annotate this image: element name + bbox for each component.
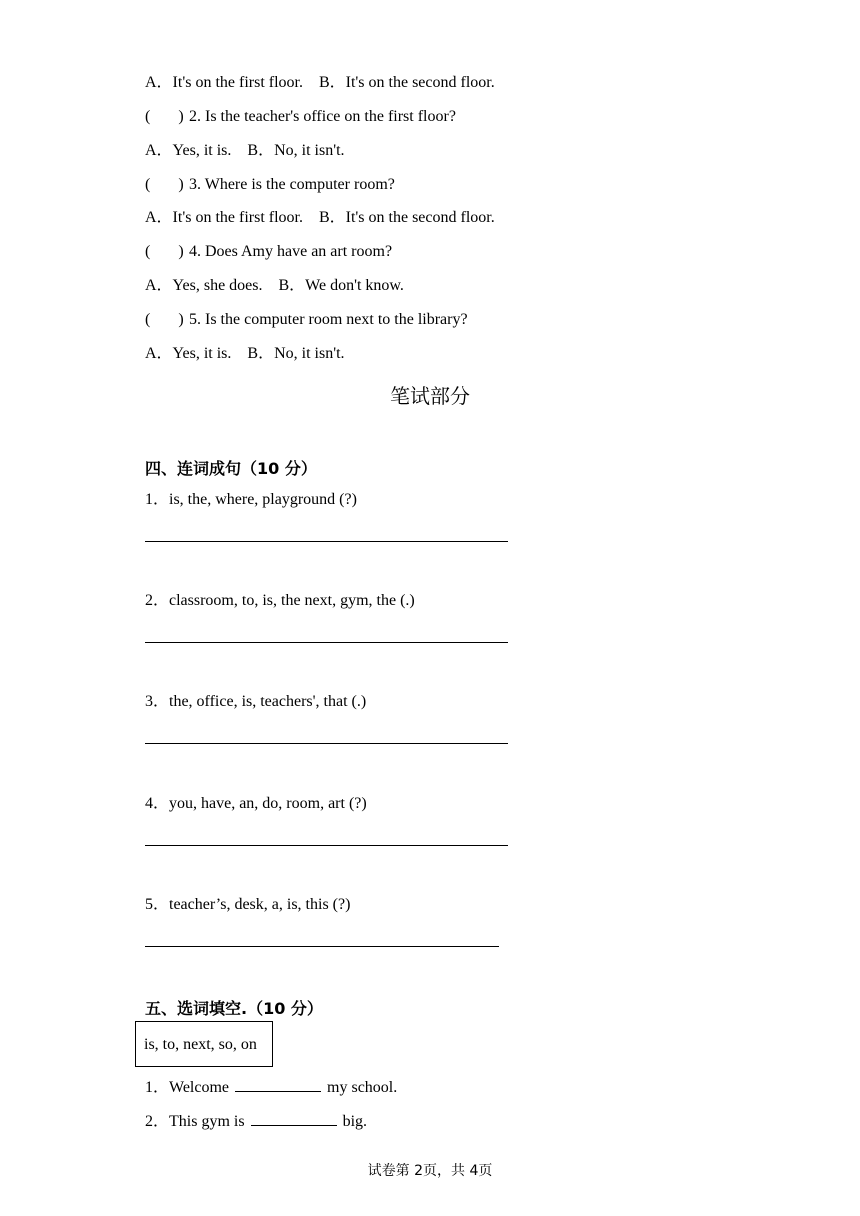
- section4-item-5: 5．teacher’s, desk, a, is, this (?): [145, 896, 351, 913]
- section5-item-1: [145, 1077, 397, 1098]
- q3-question: [145, 175, 395, 195]
- answer-line-5[interactable]: [145, 946, 499, 947]
- section5-title: 五、选词填空.（10 分）: [145, 999, 323, 1018]
- item2-after: big.: [342, 1113, 368, 1130]
- fill-blank-2[interactable]: [251, 1111, 337, 1126]
- written-part-title: 笔试部分: [390, 384, 470, 408]
- section4-item-3: 3．the, office, is, teachers', that (.): [145, 693, 367, 710]
- section5-item-2: [145, 1111, 367, 1132]
- section4-item-2: 2．classroom, to, is, the next, gym, the (.): [145, 592, 415, 609]
- q3-text: 3. Where is the computer room?: [185, 176, 395, 193]
- item1-after: my school.: [327, 1079, 398, 1096]
- q3-options: A．It's on the first floor. B．It's on the second floor.: [145, 209, 495, 226]
- q2-options: A．Yes, it is. B．No, it isn't.: [145, 142, 345, 159]
- answer-line-4[interactable]: [145, 845, 508, 846]
- q4-text: 4. Does Amy have an art room?: [185, 243, 393, 260]
- answer-line-1[interactable]: [145, 541, 508, 542]
- q5-question: [145, 310, 468, 330]
- fill-blank-1[interactable]: [235, 1077, 321, 1092]
- q2-text: 2. Is the teacher's office on the first floor?: [185, 108, 456, 125]
- answer-line-2[interactable]: [145, 642, 508, 643]
- q4-options: A．Yes, she does. B．We don't know.: [145, 277, 404, 294]
- section4-item-1: 1．is, the, where, playground (?): [145, 491, 357, 508]
- answer-paren[interactable]: ( ): [145, 243, 184, 260]
- page-footer: 试卷第 2页，共 4页: [367, 1163, 493, 1179]
- q1-options: A．It's on the first floor. B．It's on the second floor.: [145, 74, 495, 91]
- answer-paren[interactable]: ( ): [145, 311, 184, 328]
- word-bank-box: is, to, next, so, on: [135, 1021, 273, 1067]
- item2-before: 2．This gym is: [145, 1113, 245, 1130]
- section4-item-4: 4．you, have, an, do, room, art (?): [145, 795, 367, 812]
- item1-before: 1．Welcome: [145, 1079, 230, 1096]
- answer-paren[interactable]: ( ): [145, 108, 184, 125]
- answer-line-3[interactable]: [145, 743, 508, 744]
- q5-options: A．Yes, it is. B．No, it isn't.: [145, 345, 345, 362]
- section4-title: 四、连词成句（10 分）: [145, 459, 317, 478]
- q4-question: [145, 242, 392, 262]
- q5-text: 5. Is the computer room next to the library?: [185, 311, 468, 328]
- q2-question: [145, 107, 456, 127]
- answer-paren[interactable]: ( ): [145, 176, 184, 193]
